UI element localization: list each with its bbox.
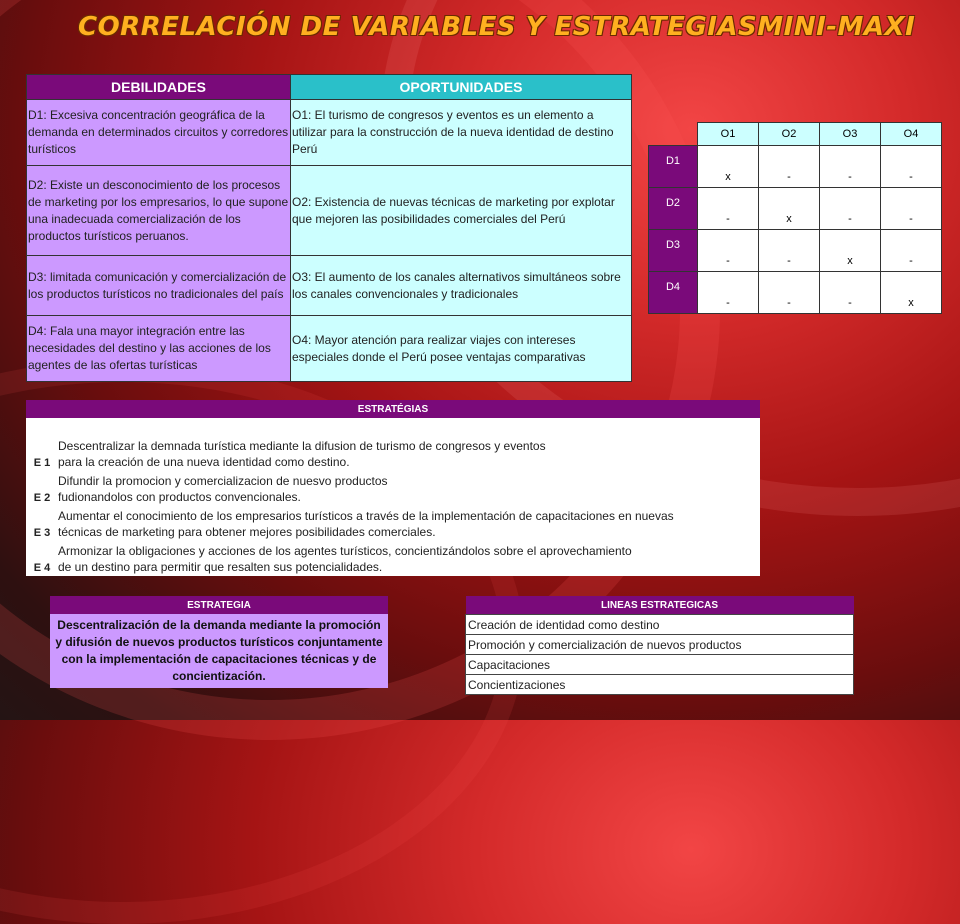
matrix-cell: -: [759, 146, 820, 188]
matrix-row: [649, 272, 942, 314]
strategic-lines-table: [465, 596, 854, 695]
matrix-cell: -: [881, 230, 942, 272]
matrix-row-header: D1: [649, 146, 698, 188]
matrix-cell: -: [820, 146, 881, 188]
opportunities-header: OPORTUNIDADES: [291, 75, 632, 100]
matrix-cell: -: [881, 188, 942, 230]
strategy-text: [58, 471, 760, 506]
opportunity-cell: O4: Mayor atención para realizar viajes con intereses especiales donde el Perú posee ventajas comparativas: [291, 316, 632, 382]
strategies-table: [26, 400, 760, 576]
strategy-text: [58, 506, 760, 541]
strategic-lines-header: LINEAS ESTRATEGICAS: [466, 596, 854, 615]
strategy-line: de un destino para permitir que resalten sus potencialidades.: [58, 560, 383, 574]
matrix-cell: -: [698, 188, 759, 230]
swot-table: [26, 74, 632, 382]
weakness-cell: D1: Excesiva concentración geográfica de la demanda en determinados circuitos y corredores turísticos: [27, 100, 291, 166]
strategic-line-item: Capacitaciones: [466, 655, 854, 675]
strategy-text: [58, 541, 760, 576]
matrix-row-header: D4: [649, 272, 698, 314]
opportunity-cell: O3: El aumento de los canales alternativos simultáneos sobre los canales convencionales y tradicionales: [291, 256, 632, 316]
strategy-code: E 1: [26, 418, 58, 471]
matrix-cell: -: [881, 146, 942, 188]
weakness-cell: D2: Existe un desconocimiento de los procesos de marketing por los empresarios, lo que supone una inadecuada comercialización de los productos turísticos peruanos.: [27, 166, 291, 256]
matrix-cell: -: [698, 272, 759, 314]
strategy-line: Armonizar la obligaciones y acciones de los agentes turísticos, concientizándolos sobre el aprovechamiento: [58, 544, 632, 558]
strategy-code: E 3: [26, 506, 58, 541]
strategic-line-item: Creación de identidad como destino: [466, 615, 854, 635]
matrix-cell: x: [698, 146, 759, 188]
strategy-line: Descentralizar la demnada turística mediante la difusion de turismo de congresos y eventos: [58, 439, 546, 453]
matrix-row-header: D2: [649, 188, 698, 230]
table-row: [27, 100, 632, 166]
weaknesses-header: DEBILIDADES: [27, 75, 291, 100]
matrix-row: [649, 230, 942, 272]
strategy-row: [26, 471, 760, 506]
correlation-matrix: [648, 122, 942, 314]
strategies-header: ESTRATÉGIAS: [26, 400, 760, 418]
opportunity-cell: O1: El turismo de congresos y eventos es un elemento a utilizar para la construcción de la nueva identidad de destino Perú: [291, 100, 632, 166]
matrix-cell: x: [820, 230, 881, 272]
matrix-row: [649, 188, 942, 230]
matrix-cell: -: [698, 230, 759, 272]
strategy-summary-box: [50, 596, 388, 688]
matrix-row-header: D3: [649, 230, 698, 272]
table-row: [27, 166, 632, 256]
table-row: [27, 316, 632, 382]
matrix-corner: [649, 123, 698, 146]
table-row: [27, 256, 632, 316]
matrix-col-header: O4: [881, 123, 942, 146]
weakness-cell: D4: Fala una mayor integración entre las necesidades del destino y las acciones de los agentes de las ofertas turísticas: [27, 316, 291, 382]
strategy-text: [58, 418, 760, 471]
slide-title: CORRELACIÓN DE VARIABLES Y ESTRATEGIASMINI-MAXI: [78, 12, 916, 42]
strategy-line: Aumentar el conocimiento de los empresarios turísticos a través de la implementación de capacitaciones en nuevas: [58, 509, 674, 523]
weakness-cell: D3: limitada comunicación y comercialización de los productos turísticos no tradicionales del país: [27, 256, 291, 316]
matrix-col-header: O2: [759, 123, 820, 146]
matrix-cell: -: [820, 188, 881, 230]
strategy-summary-text: Descentralización de la demanda mediante la promoción y difusión de nuevos productos turísticos conjuntamente con la implementación de capacitaciones técnicas y de concientización.: [50, 614, 388, 688]
strategy-row: [26, 418, 760, 471]
strategic-line-item: Concientizaciones: [466, 675, 854, 695]
strategy-line: técnicas de marketing para obtener mejores posibilidades comerciales.: [58, 525, 436, 539]
strategy-code: E 4: [26, 541, 58, 576]
strategy-row: [26, 541, 760, 576]
matrix-cell: -: [759, 272, 820, 314]
strategy-line: Difundir la promocion y comercializacion de nuesvo productos: [58, 474, 388, 488]
matrix-cell: -: [820, 272, 881, 314]
strategy-summary-header: ESTRATEGIA: [50, 596, 388, 614]
matrix-cell: x: [759, 188, 820, 230]
matrix-col-header: O3: [820, 123, 881, 146]
strategy-line: fudionandolos con productos convencionales.: [58, 490, 301, 504]
matrix-row: [649, 146, 942, 188]
matrix-col-header: O1: [698, 123, 759, 146]
matrix-cell: -: [759, 230, 820, 272]
strategy-row: [26, 506, 760, 541]
strategy-code: E 2: [26, 471, 58, 506]
opportunity-cell: O2: Existencia de nuevas técnicas de marketing por explotar que mejoren las posibilidades comerciales del Perú: [291, 166, 632, 256]
strategic-line-item: Promoción y comercialización de nuevos productos: [466, 635, 854, 655]
strategy-line: para la creación de una nueva identidad como destino.: [58, 455, 350, 469]
matrix-cell: x: [881, 272, 942, 314]
